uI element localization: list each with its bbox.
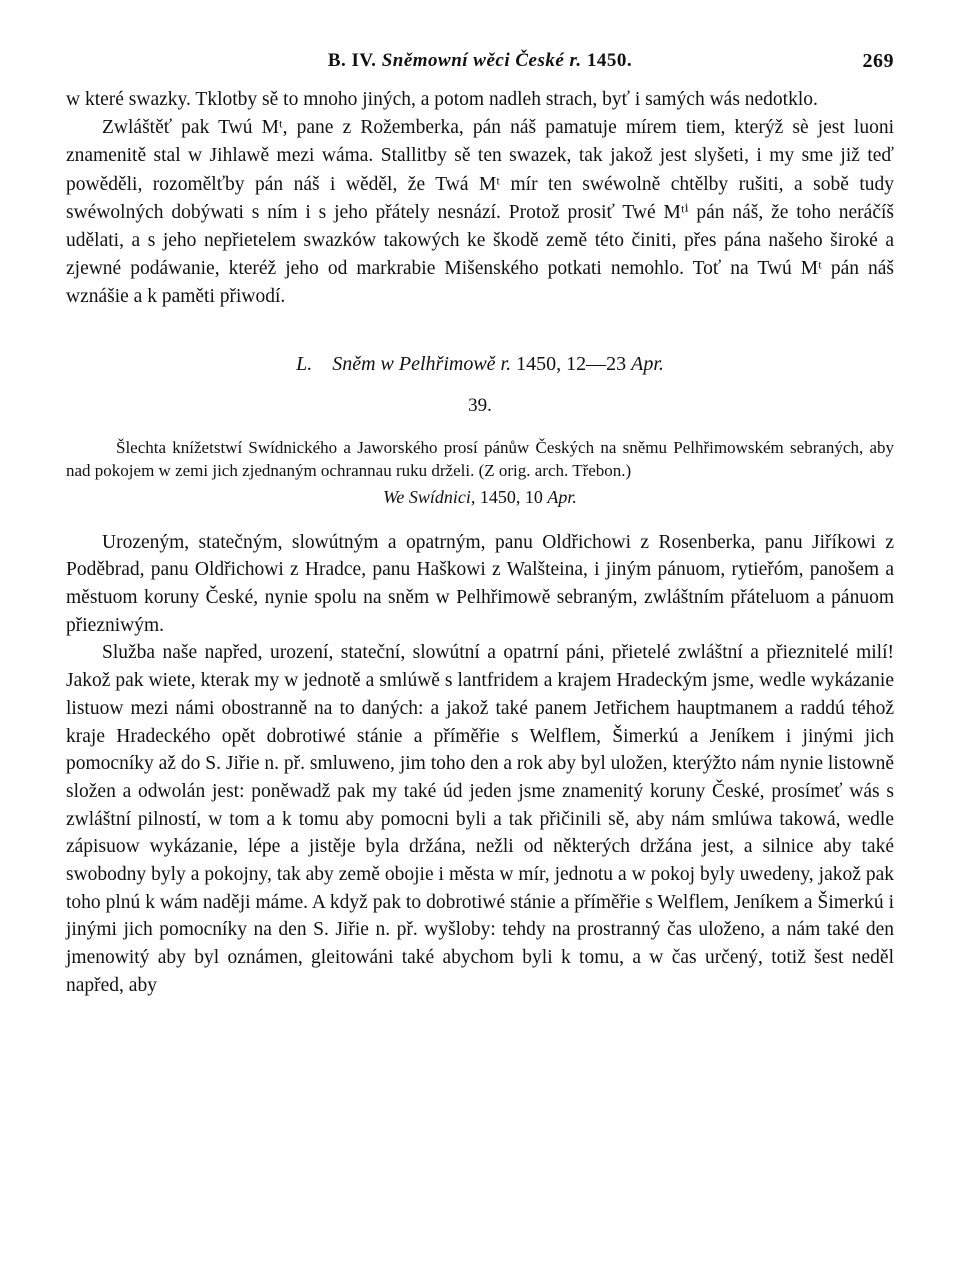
document-place: We Swídnici,: [383, 486, 476, 507]
running-head-title-italic: Sněmowní wěci České r.: [381, 50, 582, 71]
page-number: 269: [862, 50, 894, 72]
document-date-month: Apr.: [547, 486, 577, 507]
document-number: 39.: [468, 394, 492, 416]
document-regest: [66, 436, 894, 482]
section-title: Sněm w Pelhřimowě r.: [332, 352, 512, 375]
running-head-title: [66, 50, 894, 72]
section-heading: [66, 350, 894, 378]
document-date: 1450, 10: [479, 486, 543, 507]
continuation-paragraph-1: w které swazky. Tklotby sě to mnoho jiných, a potom nadleh strach, byť i samých wás nedotklo.: [66, 89, 818, 110]
continuation-text: [66, 86, 894, 312]
document-body: [66, 529, 894, 1000]
continuation-paragraph-2: Zwláštěť pak Twú Mᵗ, pane z Rožemberka, pán náš pamatuje mírem tiem, kterýž sè jest luoni znamenitě stal w Jihlawě mezi wáma. Stallitby sě ten swazek, tak jakož jest slyšeti, i my sme již teď powěděli, rozomělťby pán náš i wěděl, že Twá Mᵗ mír ten swéwolně chtělby rušiti, a sobě tudy swéwolných dobýwati s ním i s jeho přátely nesnází. Protož prosiť Twé Mᵗⁱ pán náš, že toho neráčíš udělati, a s jeho nepřietelem swazków takowých ke škodě země této činiti, přes pána našeho široké a zjewné podáwanie, kteréž jeho od markrabie Mišenského potkati nemohlo. Toť na Twú Mᵗ pán náš wznášie a k paměti přiwodí.: [66, 117, 894, 308]
section-month: Apr.: [631, 352, 664, 375]
section-roman: L.: [296, 352, 313, 375]
running-head-prefix: B. IV.: [327, 50, 377, 71]
section-date: 1450, 12—23: [516, 352, 627, 375]
book-page: [66, 50, 894, 1000]
document-place-date: [66, 485, 894, 509]
document-body-paragraph: Služba naše napřed, urození, stateční, slowútní a opatrní páni, přietelé zwláštní a přieznitelé milí! Jakož pak wiete, kterak my w jednotě a smlúwě s lantfridem a krajem Hradeckým jsme, wedle wykázanie listuow mezi námi obostranně na to daných: a jakož také panem Jetřichem hauptmanem a raddú téhož kraje Hradeckého opět dobrotiwé stánie a příměřie s Welflem, Šimerkú a Jeníkem i jinými jich pomocníky až do S. Jiřie n. př. smluweno, jim toho den a rok aby byl uložen, kterýžto nám nynie listowně složen a odwolán jest: poněwadž pak my také úd jeden jsme znamenitý koruny České, prosímeť wás s zwláštní pilností, w tom a k tomu aby pomocni byli a tak přičinili sě, aby nám smlúwa takowá, wedle zápisuow wykázanie, lépe a jistěje byla držána, nežli od některých držána jest, a silnice aby také swobodny byly a pokojny, tak aby země obojie i města w mír, jednotu a w pokoj byly uwedeny, jakož pak toho plnú k wám naději máme. A když pak to dobrotiwé stánie a příměřie s Welflem, Jeníkem a Šimerkú i jinými jich pomocníky na den S. Jiřie n. př. wyšloby: tehdy na prostranný čas uloženo, a nám také den jmenowitý aby byl oznámen, gleitowáni také abychom byli k tomu, a w čas určený, totiž šest neděl napřed, aby: [66, 642, 894, 996]
regest-text: Šlechta knížetstwí Swídnického a Jaworského prosí pánůw Českých na sněmu Pelhřimowském sebraných, aby nad pokojem w zemi jich zjednaným ochrannau ruku drželi. (Z orig. arch. Třebon.): [66, 437, 894, 480]
running-head-year: 1450.: [586, 50, 633, 71]
document-address: Urozeným, statečným, slowútným a opatrným, panu Oldřichowi z Rosenberka, panu Jiříkowi z Poděbrad, panu Oldřichowi z Hradce, panu Haškowi z Walšteina, i jiným pánuom, rytieřóm, panošem a městuom koruny České, nynie spolu na sněm w Pelhřimowě sebraným, zwláštním přáteluom a pánuom přiezniwým.: [66, 531, 894, 636]
running-head: [66, 50, 894, 86]
